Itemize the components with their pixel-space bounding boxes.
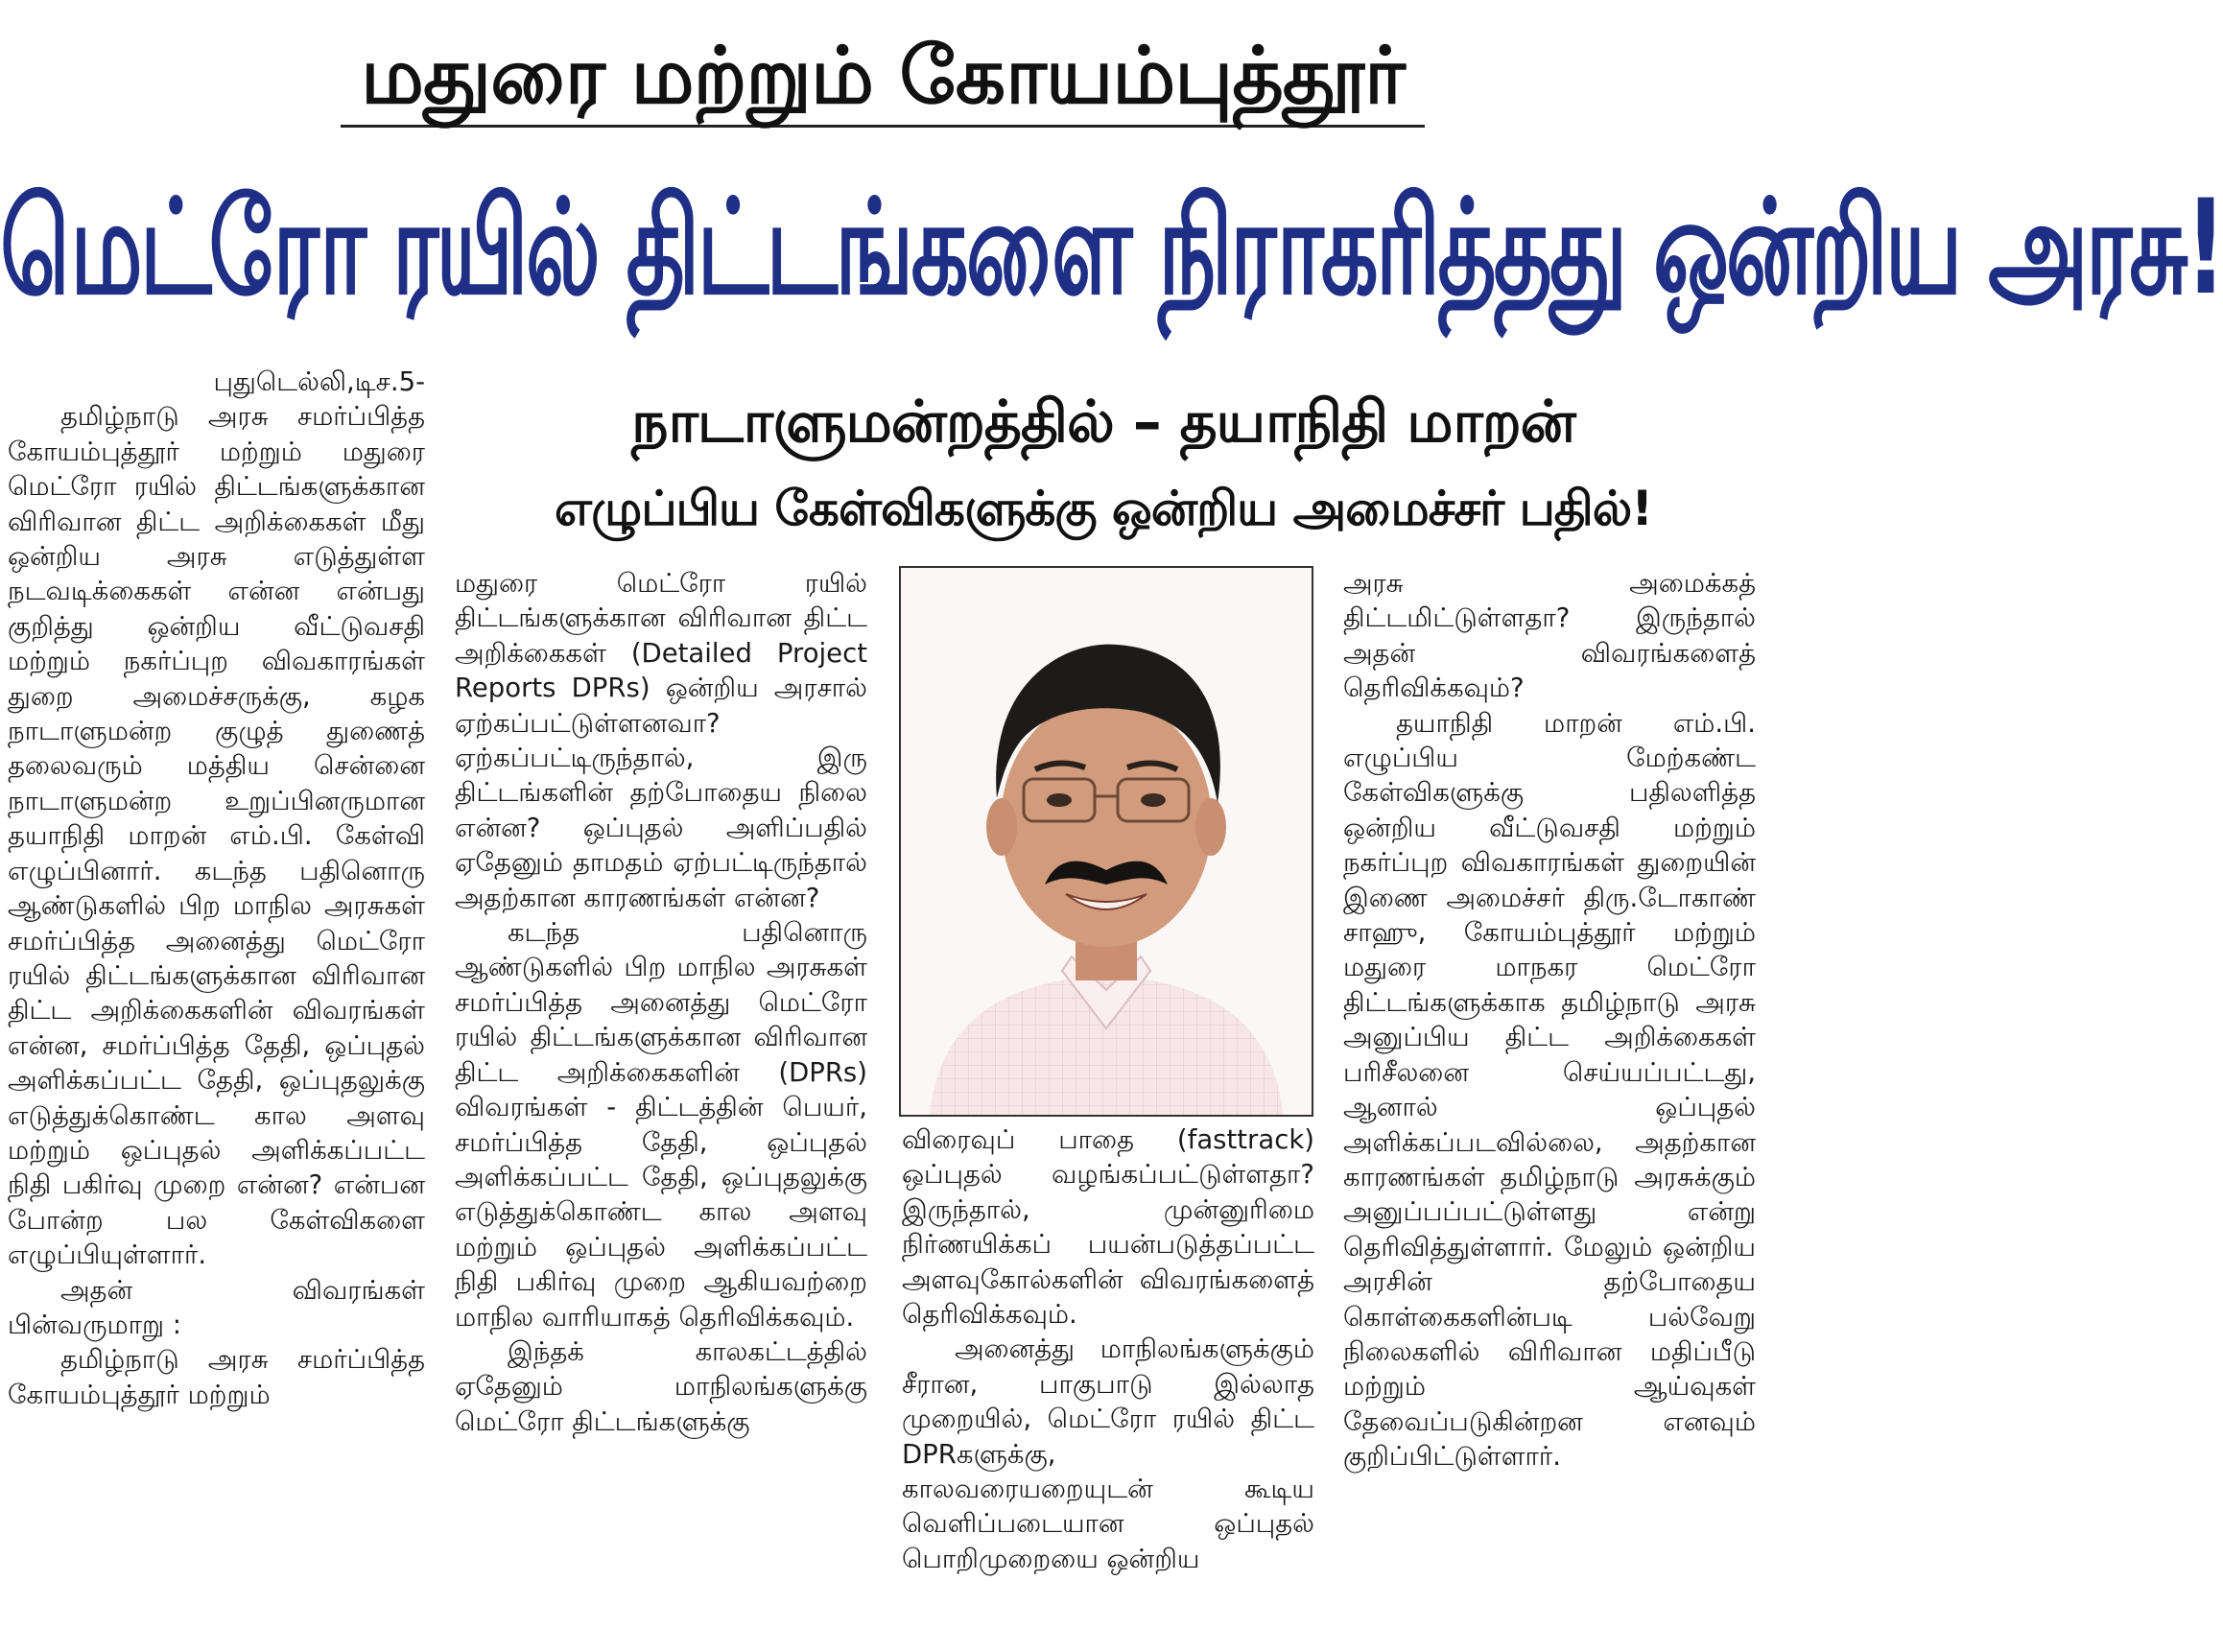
paragraph: விரைவுப் பாதை (fasttrack) ஒப்புதல் வழங்கப்பட்டுள்ளதா? இருந்தால், முன்னுரிமை நிர்ணயிக்கப் பயன்படுத்தப்பட்ட அளவுகோல்களின் விவரங்களைத் தெரிவிக்கவும். (902, 1124, 1314, 1331)
paragraph: தயாநிதி மாறன் எம்.பி. எழுப்பிய மேற்கண்ட கேள்விகளுக்கு பதிலளித்த ஒன்றிய வீட்டுவசதி மற்றும் நகர்ப்புற விவகாரங்கள் துறையின் இணை அமைச்சர் திரு.டோகாண் சாஹு, கோயம்புத்தூர் மற்றும் மதுரை மாநகர மெட்ரோ திட்டங்களுக்காக தமிழ்நாடு அரசு அனுப்பிய திட்ட அறிக்கைகள் பரிசீலனை செய்யப்பட்டது, ஆனால் ஒப்புதல் அளிக்கப்படவில்லை, அதற்கான காரணங்கள் தமிழ்நாடு அரசுக்கும் அனுப்பப்பட்டுள்ளது என்று தெரிவித்துள்ளார். மேலும் ஒன்றிய அரசின் தற்போதைய கொள்கைகளின்படி பல்வேறு நிலைகளில் விரிவான மதிப்பீடு மற்றும் ஆய்வுகள் தேவைப்படுகின்றன எனவும் குறிப்பிட்டுள்ளார். (1343, 707, 1756, 1473)
subheadline-2: எழுப்பிய கேள்விகளுக்கு ஒன்றிய அமைச்சர் பதில்! (554, 481, 1653, 536)
dateline: புதுடெல்லி,டிச.5- (213, 366, 425, 397)
paragraph: மதுரை மெட்ரோ ரயில் திட்டங்களுக்கான விரிவான திட்ட அறிக்கைகள் (Detailed Project Reports DPRs) ஒன்றிய அரசால் ஏற்கப்பட்டுள்ளனவா? ஏற்கப்பட்டிருந்தால், இரு திட்டங்களின் தற்போதைய நிலை என்ன? ஒப்புதல் அளிப்பதில் ஏதேனும் தாமதம் ஏற்பட்டிருந்தால் அதற்கான காரணங்கள் என்ன? (455, 568, 867, 913)
paragraph: அதன் விவரங்கள் பின்வருமாறு : (8, 1274, 425, 1340)
paragraph: அனைத்து மாநிலங்களுக்கும் சீரான, பாகுபாடு இல்லாத முறையில், மெட்ரோ ரயில் திட்ட DPRகளுக்கு, காலவரையறையுடன் கூடிய வெளிப்படையான ஒப்புதல் பொறிமுறையை ஒன்றிய (902, 1333, 1314, 1574)
paragraph: இந்தக் காலகட்டத்தில் ஏதேனும் மாநிலங்களுக்கு மெட்ரோ திட்டங்களுக்கு (455, 1335, 867, 1437)
article-column-3 (902, 1122, 1314, 1650)
article-column-2 (455, 566, 867, 1650)
main-headline: மெட்ரோ ரயில் திட்டங்களை நிராகரித்தது ஒன்றிய அரசு! (0, 173, 2223, 325)
article-column-1 (8, 365, 425, 1650)
paragraph: கடந்த பதினொரு ஆண்டுகளில் பிற மாநில அரசுகள் சமர்ப்பித்த அனைத்து மெட்ரோ ரயில் திட்டங்களுக்கான விரிவான திட்ட அறிக்கைகளின் (DPRs) விவரங்கள் - திட்டத்தின் பெயர், சமர்ப்பித்த தேதி, ஒப்புதல் அளிக்கப்பட்ட தேதி, ஒப்புதலுக்கு எடுத்துக்கொண்ட கால அளவு மற்றும் ஒப்புதல் அளிக்கப்பட்ட நிதி பகிர்வு முறை ஆகியவற்றை மாநில வாரியாகத் தெரிவிக்கவும். (455, 917, 867, 1333)
subheadline-1: நாடாளுமன்றத்தில் – தயாநிதி மாறன் (631, 389, 1575, 456)
portrait-illustration (901, 568, 1312, 1115)
kicker-title: மதுரை மற்றும் கோயம்புத்தூர் (341, 29, 1425, 128)
paragraph: அரசு அமைக்கத் திட்டமிட்டுள்ளதா? இருந்தால் அதன் விவரங்களைத் தெரிவிக்கவும்? (1343, 568, 1756, 704)
article-column-4 (1343, 566, 1756, 1650)
portrait-photo (899, 566, 1313, 1117)
paragraph: தமிழ்நாடு அரசு சமர்ப்பித்த கோயம்புத்தூர் மற்றும் மதுரை மெட்ரோ ரயில் திட்டங்களுக்கான விரிவான திட்ட அறிக்கைகள் மீது ஒன்றிய அரசு எடுத்துள்ள நடவடிக்கைகள் என்ன என்பது குறித்து ஒன்றிய வீட்டுவசதி மற்றும் நகர்ப்புற விவகாரங்கள் துறை அமைச்சருக்கு, கழக நாடாளுமன்ற குழுத் துணைத் தலைவரும் மத்திய சென்னை நாடாளுமன்ற உறுப்பினருமான தயாநிதி மாறன் எம்.பி. கேள்வி எழுப்பினார். கடந்த பதினொரு ஆண்டுகளில் பிற மாநில அரசுகள் சமர்ப்பித்த அனைத்து மெட்ரோ ரயில் திட்டங்களுக்கான விரிவான திட்ட அறிக்கைகளின் விவரங்கள் என்ன, சமர்ப்பித்த தேதி, ஒப்புதல் அளிக்கப்பட்ட தேதி, ஒப்புதலுக்கு எடுத்துக்கொண்ட கால அளவு மற்றும் ஒப்புதல் அளிக்கப்பட்ட நிதி பகிர்வு முறை என்ன? என்பன போன்ற பல கேள்விகளை எழுப்பியுள்ளார். (8, 401, 425, 1271)
paragraph: தமிழ்நாடு அரசு சமர்ப்பித்த கோயம்புத்தூர் மற்றும் (8, 1344, 425, 1410)
